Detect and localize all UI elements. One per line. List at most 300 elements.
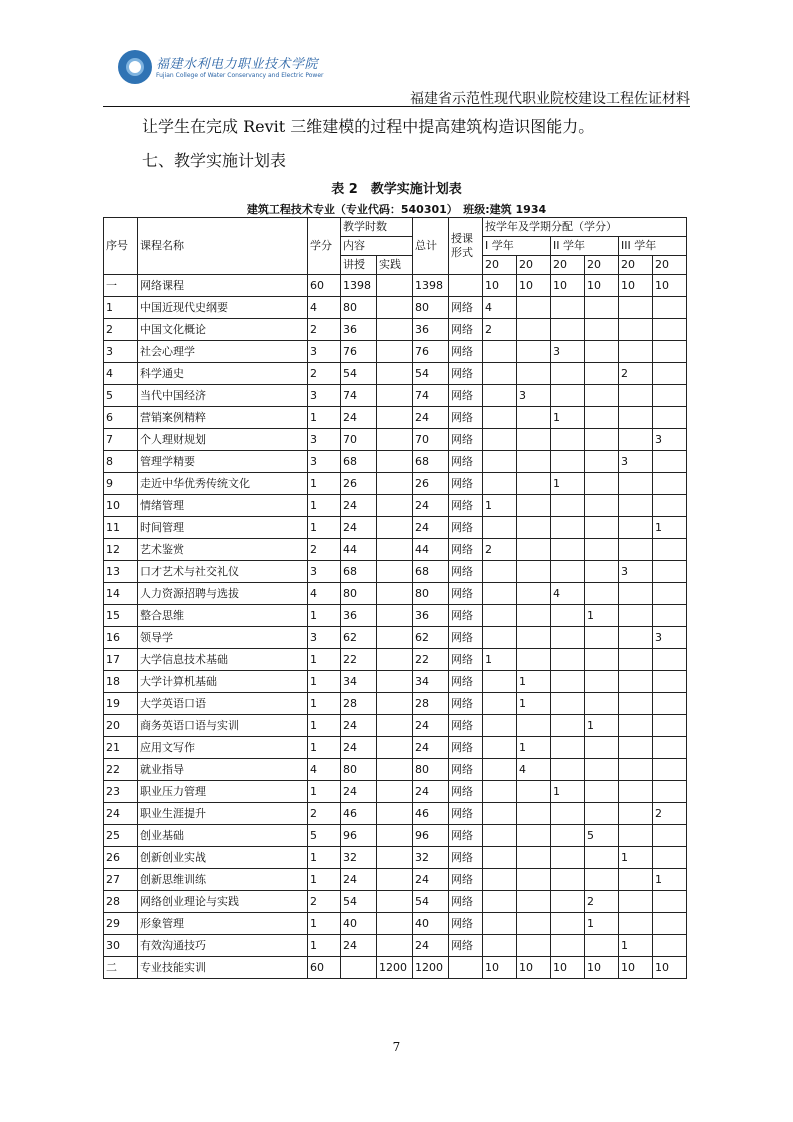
cell-credit: 2 [308,539,341,561]
cell-term-5 [619,737,653,759]
cell-term-5 [619,781,653,803]
table-row [104,913,687,935]
table-row [104,319,687,341]
cell-term-5 [619,407,653,429]
cell-term-4 [585,781,619,803]
cell-seq: 26 [104,847,138,869]
cell-term-6 [653,385,687,407]
cell-teaching-mode: 网络 [449,671,483,693]
cell-term-1 [483,561,517,583]
table-row [104,627,687,649]
table-row [104,275,687,297]
table-header-row [104,218,687,237]
cell-practice-hours [377,935,413,957]
cell-term-3: 1 [551,781,585,803]
cell-term-2 [517,913,551,935]
cell-course-name: 社会心理学 [138,341,308,363]
cell-term-2 [517,495,551,517]
cell-term-3 [551,847,585,869]
cell-course-name: 整合思维 [138,605,308,627]
cell-term-3 [551,913,585,935]
cell-practice-hours [377,341,413,363]
cell-course-name: 就业指导 [138,759,308,781]
cell-term-1 [483,847,517,869]
cell-term-1 [483,341,517,363]
cell-teaching-mode: 网络 [449,649,483,671]
cell-practice-hours [377,847,413,869]
cell-term-1 [483,891,517,913]
cell-term-4 [585,341,619,363]
cell-term-6 [653,891,687,913]
cell-lecture-hours: 70 [341,429,377,451]
cell-seq: 11 [104,517,138,539]
cell-teaching-mode: 网络 [449,693,483,715]
cell-term-2 [517,341,551,363]
cell-teaching-mode: 网络 [449,715,483,737]
cell-term-1 [483,451,517,473]
cell-lecture-hours: 24 [341,781,377,803]
cell-practice-hours [377,407,413,429]
cell-term-2 [517,319,551,341]
cell-term-3 [551,671,585,693]
cell-lecture-hours: 26 [341,473,377,495]
cell-total-hours: 24 [413,869,449,891]
cell-teaching-mode: 网络 [449,825,483,847]
cell-term-5 [619,869,653,891]
cell-term-3 [551,605,585,627]
cell-teaching-mode: 网络 [449,627,483,649]
table-row [104,473,687,495]
cell-term-5: 10 [619,275,653,297]
cell-term-2: 4 [517,759,551,781]
cell-total-hours: 24 [413,517,449,539]
cell-term-5 [619,517,653,539]
cell-term-2: 10 [517,957,551,979]
cell-term-6 [653,561,687,583]
cell-lecture-hours: 68 [341,561,377,583]
cell-seq: 4 [104,363,138,385]
cell-term-1: 4 [483,297,517,319]
cell-lecture-hours: 76 [341,341,377,363]
cell-total-hours: 24 [413,495,449,517]
cell-total-hours: 80 [413,759,449,781]
cell-term-2 [517,891,551,913]
cell-term-4 [585,561,619,583]
cell-term-6 [653,693,687,715]
cell-term-3 [551,429,585,451]
cell-term-2: 1 [517,737,551,759]
cell-teaching-mode: 网络 [449,913,483,935]
cell-term-1 [483,737,517,759]
table-row [104,297,687,319]
cell-term-1: 2 [483,539,517,561]
cell-term-5 [619,803,653,825]
cell-term-3 [551,297,585,319]
teaching-plan-table [103,217,687,979]
cell-term-4 [585,935,619,957]
cell-total-hours: 76 [413,341,449,363]
cell-teaching-mode: 网络 [449,539,483,561]
header-term-3: 20 [551,256,585,275]
header-distribution: 按学年及学期分配（学分） [483,218,687,237]
cell-total-hours: 1398 [413,275,449,297]
cell-term-6: 10 [653,957,687,979]
cell-term-6 [653,847,687,869]
cell-term-4 [585,539,619,561]
cell-term-5 [619,693,653,715]
cell-term-2 [517,473,551,495]
cell-teaching-mode [449,275,483,297]
cell-practice-hours [377,649,413,671]
cell-lecture-hours: 80 [341,759,377,781]
cell-term-3 [551,891,585,913]
cell-term-3 [551,539,585,561]
cell-term-6 [653,319,687,341]
cell-course-name: 网络创业理论与实践 [138,891,308,913]
cell-term-5 [619,913,653,935]
cell-course-name: 口才艺术与社交礼仪 [138,561,308,583]
cell-course-name: 商务英语口语与实训 [138,715,308,737]
cell-term-2 [517,781,551,803]
cell-credit: 3 [308,341,341,363]
table-row [104,363,687,385]
table-row [104,891,687,913]
cell-lecture-hours: 80 [341,583,377,605]
cell-term-2 [517,803,551,825]
cell-seq: 17 [104,649,138,671]
cell-teaching-mode: 网络 [449,759,483,781]
cell-practice-hours [377,517,413,539]
cell-lecture-hours: 24 [341,495,377,517]
table-row [104,495,687,517]
cell-term-4: 1 [585,605,619,627]
cell-credit: 60 [308,957,341,979]
cell-credit: 1 [308,407,341,429]
cell-practice-hours: 1200 [377,957,413,979]
cell-teaching-mode: 网络 [449,407,483,429]
cell-term-6: 3 [653,627,687,649]
cell-course-name: 营销案例精粹 [138,407,308,429]
cell-course-name: 中国文化概论 [138,319,308,341]
cell-seq: 15 [104,605,138,627]
cell-teaching-mode: 网络 [449,319,483,341]
cell-term-4 [585,671,619,693]
cell-term-4 [585,407,619,429]
cell-term-4: 10 [585,957,619,979]
cell-total-hours: 80 [413,583,449,605]
table-row [104,451,687,473]
cell-total-hours: 32 [413,847,449,869]
cell-term-4: 5 [585,825,619,847]
cell-course-name: 情绪管理 [138,495,308,517]
cell-total-hours: 36 [413,605,449,627]
cell-term-5 [619,319,653,341]
cell-term-3 [551,649,585,671]
cell-term-6 [653,495,687,517]
cell-total-hours: 54 [413,363,449,385]
cell-term-5 [619,473,653,495]
cell-term-2 [517,451,551,473]
cell-total-hours: 24 [413,737,449,759]
cell-credit: 1 [308,869,341,891]
cell-practice-hours [377,715,413,737]
cell-term-3 [551,451,585,473]
cell-term-5: 10 [619,957,653,979]
cell-term-4 [585,869,619,891]
cell-term-4 [585,385,619,407]
document-header-title: 福建省示范性现代职业院校建设工程佐证材料 [410,91,690,107]
cell-term-2 [517,869,551,891]
cell-term-1 [483,671,517,693]
cell-term-6 [653,473,687,495]
cell-term-6 [653,363,687,385]
cell-term-2 [517,583,551,605]
cell-term-3 [551,803,585,825]
cell-seq: 3 [104,341,138,363]
cell-course-name: 创业基础 [138,825,308,847]
cell-term-5 [619,429,653,451]
cell-term-3: 3 [551,341,585,363]
header-term-4: 20 [585,256,619,275]
cell-credit: 3 [308,429,341,451]
cell-seq: 一 [104,275,138,297]
cell-term-1: 1 [483,495,517,517]
cell-teaching-mode: 网络 [449,473,483,495]
cell-practice-hours [377,869,413,891]
cell-seq: 5 [104,385,138,407]
cell-practice-hours [377,385,413,407]
cell-credit: 2 [308,803,341,825]
cell-total-hours: 96 [413,825,449,847]
table-row [104,847,687,869]
cell-term-4 [585,297,619,319]
cell-term-4 [585,759,619,781]
cell-credit: 1 [308,671,341,693]
cell-term-3 [551,693,585,715]
cell-term-4 [585,429,619,451]
cell-practice-hours [377,803,413,825]
cell-seq: 24 [104,803,138,825]
cell-term-2 [517,297,551,319]
table-row [104,385,687,407]
cell-term-5 [619,759,653,781]
cell-teaching-mode: 网络 [449,385,483,407]
cell-term-2 [517,935,551,957]
cell-course-name: 当代中国经济 [138,385,308,407]
table-row [104,869,687,891]
cell-lecture-hours: 24 [341,517,377,539]
table-row [104,737,687,759]
cell-seq: 14 [104,583,138,605]
cell-credit: 2 [308,891,341,913]
header-term-5: 20 [619,256,653,275]
cell-seq: 6 [104,407,138,429]
cell-total-hours: 24 [413,715,449,737]
cell-teaching-mode [449,957,483,979]
cell-teaching-mode: 网络 [449,605,483,627]
cell-lecture-hours: 40 [341,913,377,935]
cell-course-name: 有效沟通技巧 [138,935,308,957]
cell-lecture-hours: 24 [341,869,377,891]
cell-practice-hours [377,561,413,583]
cell-seq: 23 [104,781,138,803]
cell-term-5 [619,385,653,407]
cell-practice-hours [377,913,413,935]
header-term-6: 20 [653,256,687,275]
page-number: 7 [392,1040,401,1054]
table-row [104,935,687,957]
cell-total-hours: 26 [413,473,449,495]
cell-term-6: 1 [653,869,687,891]
cell-total-hours: 22 [413,649,449,671]
cell-term-3 [551,627,585,649]
cell-teaching-mode: 网络 [449,363,483,385]
cell-total-hours: 80 [413,297,449,319]
cell-practice-hours [377,627,413,649]
table-row [104,759,687,781]
cell-teaching-mode: 网络 [449,517,483,539]
cell-teaching-mode: 网络 [449,781,483,803]
cell-credit: 4 [308,297,341,319]
header-teaching-hours: 教学时数 [341,218,413,237]
cell-term-2 [517,561,551,583]
cell-term-6 [653,649,687,671]
cell-term-1 [483,759,517,781]
cell-practice-hours [377,363,413,385]
cell-term-1 [483,363,517,385]
cell-seq: 29 [104,913,138,935]
header-total: 总计 [413,218,449,275]
cell-practice-hours [377,825,413,847]
cell-term-1: 1 [483,649,517,671]
cell-credit: 1 [308,715,341,737]
cell-term-6 [653,583,687,605]
cell-practice-hours [377,583,413,605]
cell-seq: 8 [104,451,138,473]
cell-term-6 [653,671,687,693]
table-row [104,715,687,737]
cell-term-5 [619,891,653,913]
cell-term-2 [517,517,551,539]
cell-term-4 [585,451,619,473]
cell-course-name: 形象管理 [138,913,308,935]
cell-term-5: 1 [619,935,653,957]
cell-seq: 27 [104,869,138,891]
cell-term-4 [585,363,619,385]
cell-term-1 [483,715,517,737]
cell-practice-hours [377,429,413,451]
cell-term-2 [517,627,551,649]
cell-seq: 13 [104,561,138,583]
cell-term-6 [653,935,687,957]
cell-term-1 [483,583,517,605]
cell-term-3 [551,935,585,957]
cell-term-3 [551,825,585,847]
cell-practice-hours [377,319,413,341]
cell-term-4 [585,803,619,825]
cell-course-name: 职业生涯提升 [138,803,308,825]
cell-course-name: 艺术鉴赏 [138,539,308,561]
cell-term-4 [585,627,619,649]
cell-term-1 [483,429,517,451]
cell-practice-hours [377,539,413,561]
cell-course-name: 时间管理 [138,517,308,539]
table-subtitle: 建筑工程技术专业（专业代码：540301） 班级:建筑 1934 [246,203,547,216]
cell-term-5: 1 [619,847,653,869]
cell-term-4 [585,737,619,759]
cell-credit: 1 [308,935,341,957]
table-row [104,539,687,561]
cell-total-hours: 68 [413,451,449,473]
cell-term-4 [585,649,619,671]
cell-term-1 [483,825,517,847]
cell-term-5 [619,539,653,561]
cell-teaching-mode: 网络 [449,737,483,759]
cell-credit: 1 [308,913,341,935]
cell-term-4 [585,847,619,869]
cell-term-3: 10 [551,275,585,297]
cell-teaching-mode: 网络 [449,495,483,517]
cell-teaching-mode: 网络 [449,297,483,319]
cell-lecture-hours: 36 [341,605,377,627]
cell-term-6 [653,825,687,847]
cell-practice-hours [377,759,413,781]
cell-term-1 [483,803,517,825]
cell-seq: 二 [104,957,138,979]
cell-term-2 [517,407,551,429]
cell-practice-hours [377,671,413,693]
cell-lecture-hours: 24 [341,715,377,737]
cell-term-6: 3 [653,429,687,451]
cell-term-2: 10 [517,275,551,297]
cell-total-hours: 70 [413,429,449,451]
cell-seq: 18 [104,671,138,693]
table-row [104,957,687,979]
table-row [104,781,687,803]
cell-credit: 1 [308,495,341,517]
cell-term-3: 1 [551,407,585,429]
cell-lecture-hours: 68 [341,451,377,473]
cell-total-hours: 62 [413,627,449,649]
cell-term-1 [483,627,517,649]
cell-lecture-hours: 62 [341,627,377,649]
cell-teaching-mode: 网络 [449,935,483,957]
cell-total-hours: 24 [413,407,449,429]
cell-term-2: 1 [517,671,551,693]
cell-course-name: 人力资源招聘与选拔 [138,583,308,605]
cell-course-name: 走近中华优秀传统文化 [138,473,308,495]
cell-lecture-hours: 54 [341,363,377,385]
cell-teaching-mode: 网络 [449,847,483,869]
cell-practice-hours [377,891,413,913]
cell-term-5 [619,341,653,363]
cell-seq: 7 [104,429,138,451]
cell-term-2 [517,715,551,737]
cell-term-2 [517,429,551,451]
cell-seq: 20 [104,715,138,737]
cell-credit: 3 [308,561,341,583]
cell-seq: 19 [104,693,138,715]
intro-paragraph: 让学生在完成 Revit 三维建模的过程中提高建筑构造识图能力。 [142,117,595,136]
cell-term-1 [483,869,517,891]
cell-credit: 2 [308,319,341,341]
table-row [104,825,687,847]
cell-lecture-hours: 22 [341,649,377,671]
cell-total-hours: 24 [413,935,449,957]
cell-term-1 [483,517,517,539]
header-term-2: 20 [517,256,551,275]
cell-term-4 [585,473,619,495]
